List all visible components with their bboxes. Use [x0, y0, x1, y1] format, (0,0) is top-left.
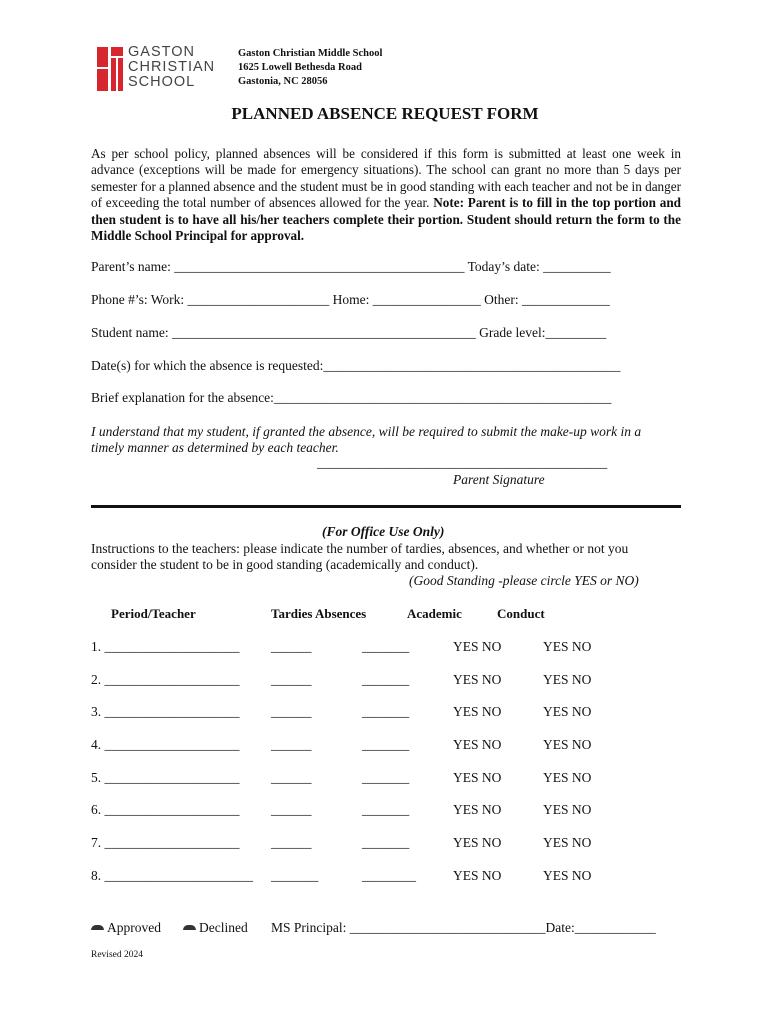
row-academic[interactable]: YES NO: [453, 704, 502, 719]
parent-signature-label: Parent Signature: [453, 472, 545, 487]
row-absences[interactable]: _______: [362, 639, 410, 654]
row-absences[interactable]: _______: [362, 835, 410, 850]
row-conduct[interactable]: YES NO: [543, 672, 592, 687]
intro-paragraph: [91, 146, 681, 244]
row-teacher[interactable]: 3. ____________________: [91, 704, 240, 719]
intro-note: Note: Parent is to fill in the top portion and then student is to have all his/her teachers complete their portion. Student should return the form to the Middle School Principal for approval.: [91, 195, 681, 244]
school-street: 1625 Lowell Bethesda Road: [238, 62, 362, 73]
row-absences[interactable]: ________: [362, 868, 416, 883]
row-tardies[interactable]: ______: [271, 770, 312, 785]
row-absences[interactable]: _______: [362, 737, 410, 752]
logo-line-1: GASTON: [128, 44, 195, 60]
approved-checkbox-icon[interactable]: [91, 925, 104, 930]
row-tardies[interactable]: ______: [271, 802, 312, 817]
header-tardies-absences: Tardies Absences: [271, 606, 367, 621]
row-conduct[interactable]: YES NO: [543, 639, 592, 654]
form-title: PLANNED ABSENCE REQUEST FORM: [231, 104, 539, 123]
row-conduct[interactable]: YES NO: [543, 868, 592, 883]
row-tardies[interactable]: ______: [271, 639, 312, 654]
row-tardies[interactable]: ______: [271, 704, 312, 719]
row-teacher[interactable]: 1. ____________________: [91, 639, 240, 654]
revised-note: Revised 2024: [91, 950, 143, 960]
row-absences[interactable]: _______: [362, 704, 410, 719]
row-teacher[interactable]: 6. ____________________: [91, 802, 240, 817]
row-conduct[interactable]: YES NO: [543, 704, 592, 719]
header-period-teacher: Period/Teacher: [111, 606, 196, 621]
declined-option[interactable]: [183, 920, 248, 936]
logo-wordmark: [128, 45, 215, 90]
row-tardies[interactable]: _______: [271, 868, 319, 883]
row-academic[interactable]: YES NO: [453, 802, 502, 817]
approved-label: Approved: [107, 920, 161, 935]
school-name: Gaston Christian Middle School: [238, 48, 383, 59]
understanding-line-1: I understand that my student, if granted the absence, will be required to submit the make-up work in a: [91, 424, 642, 439]
row-tardies[interactable]: ______: [271, 672, 312, 687]
row-tardies[interactable]: ______: [271, 835, 312, 850]
row-absences[interactable]: _______: [362, 802, 410, 817]
student-name-field[interactable]: Student name: _____________________________________________ Grade level:_________: [91, 325, 607, 340]
row-teacher[interactable]: 5. ____________________: [91, 770, 240, 785]
row-conduct[interactable]: YES NO: [543, 770, 592, 785]
row-teacher[interactable]: 7. ____________________: [91, 835, 240, 850]
row-academic[interactable]: YES NO: [453, 639, 502, 654]
parent-name-field[interactable]: Parent’s name: ___________________________________________ Today’s date: __________: [91, 259, 611, 274]
office-use-heading: (For Office Use Only): [322, 524, 445, 539]
row-conduct[interactable]: YES NO: [543, 802, 592, 817]
row-conduct[interactable]: YES NO: [543, 835, 592, 850]
parent-signature-line[interactable]: ___________________________________________: [317, 455, 608, 470]
logo-line-2: CHRISTIAN: [128, 59, 216, 75]
row-tardies[interactable]: ______: [271, 737, 312, 752]
phone-field[interactable]: Phone #’s: Work: _____________________ Home: ________________ Other: _____________: [91, 292, 610, 307]
row-conduct[interactable]: YES NO: [543, 737, 592, 752]
absence-dates-field[interactable]: Date(s) for which the absence is requested:____________________________________________: [91, 358, 621, 373]
teacher-instructions-line-1: Instructions to the teachers: please indicate the number of tardies, absences, and whether or not you: [91, 541, 629, 556]
school-address: [238, 47, 382, 89]
row-absences[interactable]: _______: [362, 770, 410, 785]
understanding-line-2: timely manner as determined by each teacher.: [91, 440, 339, 455]
row-academic[interactable]: YES NO: [453, 737, 502, 752]
header-academic: Academic: [407, 606, 462, 621]
intro-text: As per school policy, planned absences will be considered if this form is submitted at least one week in advance (exceptions will be made for emergency situations). The school can grant no more than 5 days per semester for a planned absence and the student must be in good standing with each teacher and not be in danger of exceeding the total number of absences allowed for the year.: [91, 146, 681, 211]
logo-line-3: SCHOOL: [128, 74, 196, 90]
teacher-instructions-line-2: consider the student to be in good standing (academically and conduct).: [91, 557, 479, 572]
row-academic[interactable]: YES NO: [453, 770, 502, 785]
row-academic[interactable]: YES NO: [453, 868, 502, 883]
principal-signature-field[interactable]: MS Principal: _____________________________Date:____________: [271, 920, 656, 935]
section-divider: [91, 505, 681, 508]
row-teacher[interactable]: 2. ____________________: [91, 672, 240, 687]
row-teacher[interactable]: 4. ____________________: [91, 737, 240, 752]
explanation-field[interactable]: Brief explanation for the absence:__________________________________________________: [91, 390, 612, 405]
circle-note: (Good Standing -please circle YES or NO): [409, 573, 639, 588]
row-academic[interactable]: YES NO: [453, 835, 502, 850]
approved-option[interactable]: [91, 920, 161, 936]
school-city: Gastonia, NC 28056: [238, 76, 328, 87]
declined-label: Declined: [199, 920, 248, 935]
row-absences[interactable]: _______: [362, 672, 410, 687]
row-teacher[interactable]: 8. ______________________: [91, 868, 253, 883]
declined-checkbox-icon[interactable]: [183, 925, 196, 930]
logo-mark-icon: [97, 47, 123, 91]
row-academic[interactable]: YES NO: [453, 672, 502, 687]
header-conduct: Conduct: [497, 606, 545, 621]
